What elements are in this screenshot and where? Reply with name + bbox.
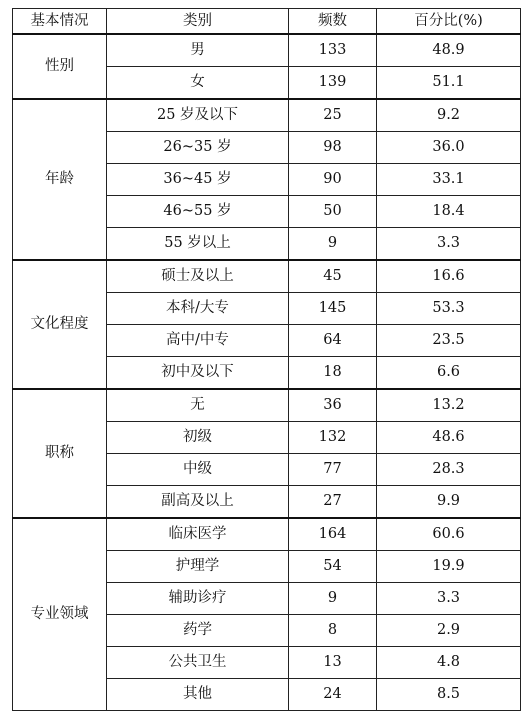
category-cell: 男 [107, 34, 289, 67]
frequency-cell: 36 [289, 389, 377, 422]
table-row [13, 34, 521, 67]
percent-cell: 53.3 [377, 293, 521, 325]
group-section [13, 99, 521, 260]
category-cell: 护理学 [107, 551, 289, 583]
frequency-cell: 132 [289, 422, 377, 454]
percent-cell: 8.5 [377, 679, 521, 711]
header-percent: 百分比(%) [377, 9, 521, 35]
category-cell: 无 [107, 389, 289, 422]
category-cell: 26~35 岁 [107, 132, 289, 164]
category-cell: 辅助诊疗 [107, 583, 289, 615]
frequency-cell: 145 [289, 293, 377, 325]
category-cell: 初级 [107, 422, 289, 454]
frequency-cell: 13 [289, 647, 377, 679]
group-name-cell: 专业领域 [13, 518, 107, 711]
frequency-cell: 9 [289, 583, 377, 615]
percent-cell: 13.2 [377, 389, 521, 422]
frequency-cell: 8 [289, 615, 377, 647]
frequency-cell: 9 [289, 228, 377, 261]
frequency-cell: 25 [289, 99, 377, 132]
frequency-cell: 77 [289, 454, 377, 486]
percent-cell: 9.2 [377, 99, 521, 132]
frequency-cell: 90 [289, 164, 377, 196]
frequency-cell: 64 [289, 325, 377, 357]
category-cell: 硕士及以上 [107, 260, 289, 293]
group-name-cell: 职称 [13, 389, 107, 518]
header-basic-info: 基本情况 [13, 9, 107, 35]
category-cell: 女 [107, 67, 289, 100]
table-header [13, 9, 521, 35]
category-cell: 初中及以下 [107, 357, 289, 390]
category-cell: 36~45 岁 [107, 164, 289, 196]
frequency-cell: 139 [289, 67, 377, 100]
frequency-cell: 24 [289, 679, 377, 711]
percent-cell: 51.1 [377, 67, 521, 100]
frequency-cell: 18 [289, 357, 377, 390]
percent-cell: 2.9 [377, 615, 521, 647]
percent-cell: 33.1 [377, 164, 521, 196]
percent-cell: 48.9 [377, 34, 521, 67]
category-cell: 中级 [107, 454, 289, 486]
group-name-cell: 年龄 [13, 99, 107, 260]
header-frequency: 频数 [289, 9, 377, 35]
category-cell: 临床医学 [107, 518, 289, 551]
category-cell: 55 岁以上 [107, 228, 289, 261]
percent-cell: 28.3 [377, 454, 521, 486]
percent-cell: 60.6 [377, 518, 521, 551]
percent-cell: 6.6 [377, 357, 521, 390]
percent-cell: 48.6 [377, 422, 521, 454]
category-cell: 其他 [107, 679, 289, 711]
percent-cell: 18.4 [377, 196, 521, 228]
group-section [13, 260, 521, 389]
percent-cell: 3.3 [377, 228, 521, 261]
group-section [13, 518, 521, 711]
category-cell: 高中/中专 [107, 325, 289, 357]
percent-cell: 4.8 [377, 647, 521, 679]
table-row [13, 260, 521, 293]
category-cell: 本科/大专 [107, 293, 289, 325]
table-row [13, 518, 521, 551]
frequency-cell: 27 [289, 486, 377, 519]
category-cell: 46~55 岁 [107, 196, 289, 228]
percent-cell: 3.3 [377, 583, 521, 615]
category-cell: 药学 [107, 615, 289, 647]
frequency-cell: 45 [289, 260, 377, 293]
group-section [13, 34, 521, 99]
frequency-cell: 98 [289, 132, 377, 164]
category-cell: 25 岁及以下 [107, 99, 289, 132]
category-cell: 副高及以上 [107, 486, 289, 519]
percent-cell: 9.9 [377, 486, 521, 519]
percent-cell: 16.6 [377, 260, 521, 293]
header-category: 类别 [107, 9, 289, 35]
frequency-cell: 164 [289, 518, 377, 551]
frequency-cell: 133 [289, 34, 377, 67]
table-row [13, 99, 521, 132]
group-name-cell: 性别 [13, 34, 107, 99]
demographics-table [12, 8, 521, 711]
group-name-cell: 文化程度 [13, 260, 107, 389]
header-row [13, 9, 521, 35]
percent-cell: 19.9 [377, 551, 521, 583]
table-row [13, 389, 521, 422]
frequency-cell: 54 [289, 551, 377, 583]
percent-cell: 23.5 [377, 325, 521, 357]
frequency-cell: 50 [289, 196, 377, 228]
percent-cell: 36.0 [377, 132, 521, 164]
category-cell: 公共卫生 [107, 647, 289, 679]
group-section [13, 389, 521, 518]
